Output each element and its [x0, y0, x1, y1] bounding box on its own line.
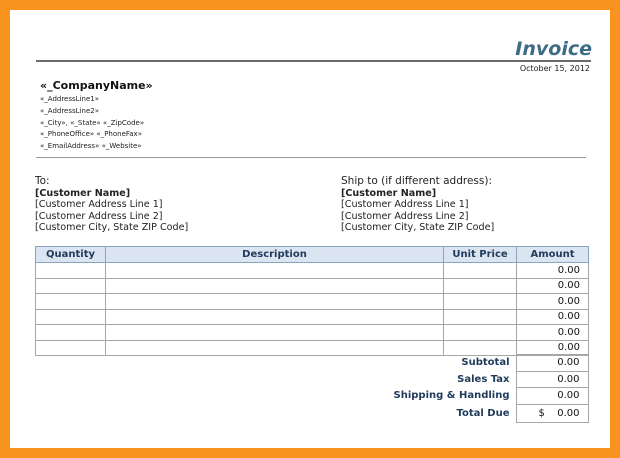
- sales-tax-row: [35, 371, 588, 388]
- shipping-row: [35, 388, 588, 405]
- company-details: [40, 94, 144, 153]
- header-description: Description: [106, 247, 444, 263]
- company-address-line1: «_AddressLine1»: [40, 95, 99, 103]
- cell-description[interactable]: [106, 325, 444, 341]
- sales-tax-label: Sales Tax: [457, 373, 510, 385]
- cell-quantity[interactable]: [36, 263, 106, 279]
- cell-description[interactable]: [106, 309, 444, 325]
- cell-quantity[interactable]: [36, 309, 106, 325]
- bill-to-name: [Customer Name]: [35, 187, 131, 199]
- bill-to-line1: [Customer Address Line 1]: [35, 199, 163, 211]
- bill-to-city: [Customer City, State ZIP Code]: [35, 222, 189, 234]
- header-divider: [36, 60, 591, 62]
- company-divider: [36, 157, 586, 158]
- ship-to-label: Ship to (if different address):: [341, 175, 492, 187]
- shipping-value[interactable]: 0.00: [516, 388, 588, 405]
- cell-quantity[interactable]: [36, 325, 106, 341]
- company-name: «_CompanyName»: [40, 79, 153, 92]
- ship-to-name: [Customer Name]: [341, 187, 437, 199]
- invoice-date: October 15, 2012: [519, 64, 590, 73]
- cell-description[interactable]: [106, 278, 444, 294]
- subtotal-value: 0.00: [516, 355, 588, 372]
- table-row: [36, 294, 589, 310]
- cell-description[interactable]: [106, 263, 444, 279]
- table-row: [36, 278, 589, 294]
- subtotal-row: [35, 355, 588, 372]
- cell-quantity[interactable]: [36, 278, 106, 294]
- company-phone-fax: «_PhoneOffice» «_PhoneFax»: [40, 130, 142, 139]
- bill-to-label: To:: [35, 175, 50, 187]
- cell-amount: 0.00: [517, 325, 589, 341]
- cell-unit-price[interactable]: [444, 263, 517, 279]
- bill-to-block: [35, 176, 188, 234]
- invoice-sheet: [10, 10, 610, 448]
- table-row: [36, 263, 589, 279]
- totals-table: [35, 354, 589, 423]
- cell-unit-price[interactable]: [444, 309, 517, 325]
- cell-amount: 0.00: [517, 278, 589, 294]
- cell-amount: 0.00: [517, 340, 589, 356]
- bill-to-line2: [Customer Address Line 2]: [35, 210, 163, 222]
- company-email-website: «_EmailAddress» «_Website»: [40, 142, 142, 151]
- header-quantity: Quantity: [36, 247, 106, 263]
- subtotal-label: Subtotal: [461, 357, 510, 369]
- currency-symbol: $: [538, 407, 545, 419]
- ship-to-line2: [Customer Address Line 2]: [341, 210, 469, 222]
- cell-unit-price[interactable]: [444, 294, 517, 310]
- total-due-value: 0.00: [557, 407, 580, 419]
- total-due-label: Total Due: [456, 407, 510, 419]
- invoice-title: Invoice: [515, 38, 592, 60]
- sales-tax-value[interactable]: 0.00: [516, 371, 588, 388]
- cell-amount: 0.00: [517, 294, 589, 310]
- company-address-line2: «_AddressLine2»: [40, 106, 99, 115]
- cell-unit-price[interactable]: [444, 325, 517, 341]
- table-row: [36, 309, 589, 325]
- ship-to-line1: [Customer Address Line 1]: [341, 199, 469, 211]
- table-row: [36, 325, 589, 341]
- shipping-label: Shipping & Handling: [393, 390, 510, 402]
- ship-to-city: [Customer City, State ZIP Code]: [341, 222, 495, 234]
- line-items-table: [35, 246, 589, 356]
- total-due-cell: [516, 404, 588, 422]
- cell-description[interactable]: [106, 294, 444, 310]
- cell-quantity[interactable]: [36, 294, 106, 310]
- cell-amount: 0.00: [517, 309, 589, 325]
- company-city-state-zip: «_City», «_State» «_ZipCode»: [40, 118, 145, 127]
- header-amount: Amount: [517, 247, 589, 263]
- table-header-row: [36, 247, 589, 263]
- cell-amount: 0.00: [517, 263, 589, 279]
- cell-unit-price[interactable]: [444, 278, 517, 294]
- header-unit-price: Unit Price: [444, 247, 517, 263]
- total-due-row: [35, 404, 588, 422]
- ship-to-block: [341, 176, 494, 234]
